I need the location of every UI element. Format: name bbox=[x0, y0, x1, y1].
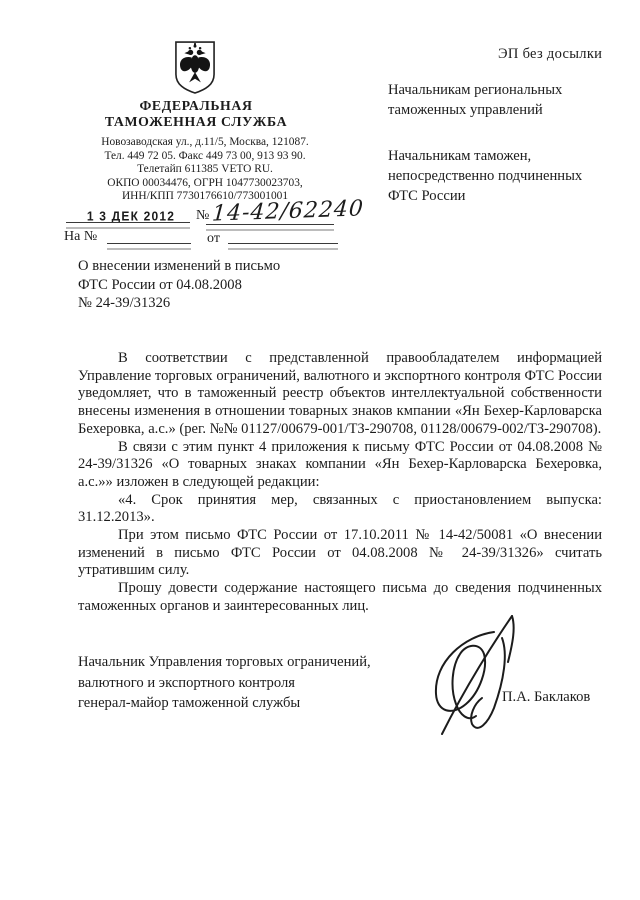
signer-position-block bbox=[78, 652, 408, 714]
coat-of-arms-icon bbox=[173, 39, 217, 95]
body-paragraph: В соответствии с представленной правообладателем информацией Управление торговых ограничений, валютного и экспортного контроля ФТС России уведомляет, что в таможенный реестр объектов интеллектуальной собственности внесены изменения в отношении товарных знаков кмпании «Ян Бехер-Карловарска Бехеровка, а.с.» (рег. №№ 01127/00679-001/ТЗ-290708, 01128/00679-002/ТЗ-290708). bbox=[78, 350, 602, 437]
address-line: ИНН/КПП 7730176610/773001001 bbox=[121, 190, 289, 203]
date-stamp: 1 3 ДЕК 2012 bbox=[86, 208, 176, 224]
recipient-group-2 bbox=[388, 146, 628, 206]
address-line: ОКПО 00034476, ОГРН 1047730023703, bbox=[107, 176, 303, 189]
outgoing-number-handwritten: 14-42/62240 bbox=[211, 196, 365, 227]
handwritten-signature bbox=[420, 608, 560, 748]
ep-note: ЭП без досылки bbox=[498, 46, 603, 62]
address-line: Тел. 449 72 05. Факс 449 73 00, 913 93 90. bbox=[104, 149, 306, 162]
address-line: Телетайп 611385 VETO RU. bbox=[137, 163, 273, 176]
recipient-line: ФТС России bbox=[388, 188, 466, 204]
subject-line: ФТС России от 04.08.2008 bbox=[78, 276, 242, 293]
org-title bbox=[66, 98, 326, 130]
body-paragraph: При этом письмо ФТС России от 17.10.2011 № 14-42/50081 «О внесении изменений в письмо ФТС России от 04.08.2008 № 24-39/31326» считать утратившим силу. bbox=[78, 527, 602, 579]
org-title-line2: ТАМОЖЕННАЯ СЛУЖБА bbox=[104, 114, 288, 129]
recipient-line: непосредственно подчиненных bbox=[388, 168, 583, 184]
recipient-line: таможенных управлений bbox=[388, 102, 543, 118]
ref-number-underline bbox=[107, 243, 191, 250]
address-line: Новозаводская ул., д.11/5, Москва, 121087. bbox=[101, 136, 309, 148]
signer-position-line: генерал-майор таможенной службы bbox=[78, 695, 301, 711]
body-paragraph: Прошу довести содержание настоящего письма до сведения подчиненных таможенных органов и заинтересованных лиц. bbox=[78, 580, 602, 614]
body-paragraph: В связи с этим пункт 4 приложения к письму ФТС России от 04.08.2008 № 24-39/31326 «О товарных знаках компании «Ян Бехер-Карловарска Бехеровка, а.с.»» изложен в следующей редакции: bbox=[78, 438, 602, 490]
recipient-line: Начальникам таможен, bbox=[388, 148, 532, 164]
ref-date-underline bbox=[228, 243, 338, 250]
number-label: № bbox=[196, 208, 210, 223]
signer-position-line: валютного и экспортного контроля bbox=[78, 674, 295, 691]
subject-line: № 24-39/31326 bbox=[78, 295, 171, 312]
body-paragraph: «4. Срок принятия мер, связанных с приостановлением выпуска: 31.12.2013». bbox=[78, 491, 602, 526]
recipient-line: Начальникам региональных bbox=[388, 82, 563, 98]
subject-line: О внесении изменений в письмо bbox=[78, 258, 281, 274]
recipient-group-1 bbox=[388, 80, 628, 120]
signer-position-line: Начальник Управления торговых ограничений, bbox=[78, 654, 371, 670]
signer-name: П.А. Баклаков bbox=[502, 689, 591, 705]
recipients-block bbox=[388, 80, 628, 206]
org-title-line1: ФЕДЕРАЛЬНАЯ bbox=[139, 98, 253, 113]
letter-body bbox=[78, 350, 602, 616]
subject-block bbox=[78, 257, 398, 313]
number-underline bbox=[206, 224, 334, 231]
org-address-block bbox=[60, 136, 350, 204]
date-underline bbox=[66, 222, 190, 229]
ref-number-label: На № bbox=[64, 229, 98, 244]
ref-date-label: от bbox=[207, 231, 220, 246]
